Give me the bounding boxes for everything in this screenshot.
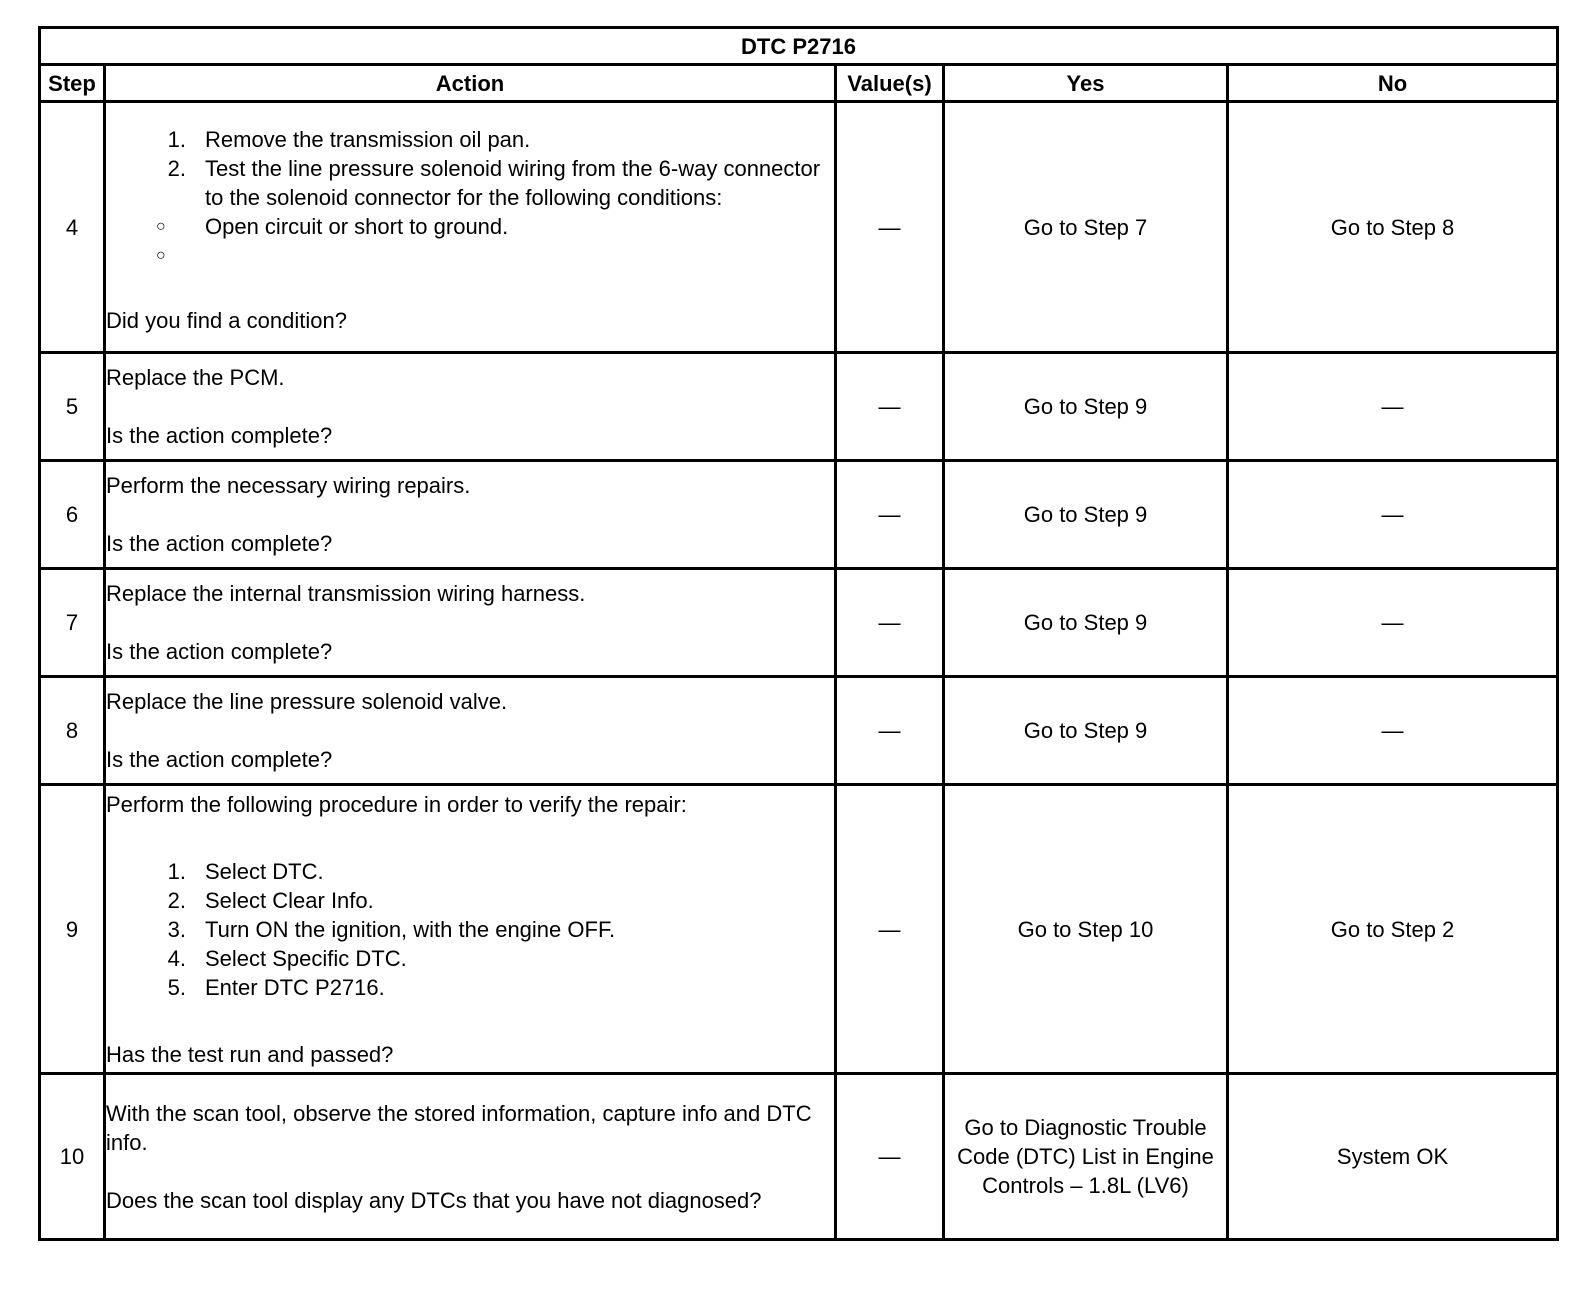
step-number: 10	[40, 1074, 105, 1240]
list-item-text: Turn ON the ignition, with the engine OFF.	[205, 916, 616, 942]
value-cell: —	[836, 677, 944, 785]
header-action: Action	[105, 65, 836, 102]
header-no: No	[1228, 65, 1558, 102]
list-item-text: Select Clear Info.	[205, 887, 374, 913]
list-item	[106, 212, 834, 241]
no-cell: —	[1228, 461, 1558, 569]
no-cell: Go to Step 2	[1228, 785, 1558, 1074]
list-item-text: Open circuit or short to ground.	[205, 214, 509, 239]
header-yes: Yes	[944, 65, 1228, 102]
action-cell	[105, 677, 836, 785]
list-item-text: Remove the transmission oil pan.	[205, 127, 531, 152]
list-item-text: Select DTC.	[205, 858, 324, 884]
yes-cell: Go to Step 10	[944, 785, 1228, 1074]
action-cell	[105, 353, 836, 461]
step-number: 7	[40, 569, 105, 677]
list-item: 5. Enter DTC P2716.	[167, 974, 385, 1000]
no-cell: —	[1228, 569, 1558, 677]
action-cell	[105, 569, 836, 677]
table-row-step-10	[40, 1074, 1558, 1240]
value-cell: —	[836, 461, 944, 569]
table-title: DTC P2716	[40, 28, 1558, 65]
no-cell: Go to Step 8	[1228, 102, 1558, 353]
yes-cell: Go to Step 9	[944, 677, 1228, 785]
value-cell: —	[836, 1074, 944, 1240]
question-text: Does the scan tool display any DTCs that you have not diagnosed?	[106, 1187, 762, 1213]
list-item-text: Select Specific DTC.	[205, 945, 407, 971]
table-row-step-4	[40, 102, 1558, 353]
action-cell	[105, 1074, 836, 1240]
step-number: 4	[40, 102, 105, 353]
step-number: 8	[40, 677, 105, 785]
action-cell	[105, 785, 836, 1074]
list-item: 3. Turn ON the ignition, with the engine OFF.	[167, 916, 616, 942]
condition-list	[106, 212, 834, 270]
list-item: 4. Select Specific DTC.	[167, 945, 407, 971]
action-text: Perform the following procedure in order to verify the repair:	[106, 791, 687, 817]
header-values: Value(s)	[836, 65, 944, 102]
list-item: 2. Select Clear Info.	[167, 887, 374, 913]
no-cell: —	[1228, 353, 1558, 461]
table-row-step-6	[40, 461, 1558, 569]
yes-cell: Go to Step 9	[944, 461, 1228, 569]
dtc-table	[38, 26, 1559, 1241]
value-cell: —	[836, 102, 944, 353]
procedure-list	[106, 857, 834, 1002]
action-cell	[105, 461, 836, 569]
question-text: Did you find a condition?	[106, 308, 347, 333]
list-item-text: Test the line pressure solenoid wiring from the 6-way connector to the solenoid connector for the following conditions:	[205, 156, 821, 210]
question-text: Is the action complete?	[106, 747, 333, 772]
procedure-list	[106, 125, 834, 212]
yes-cell: Go to Diagnostic Trouble Code (DTC) List in Engine Controls – 1.8L (LV6)	[944, 1074, 1228, 1240]
action-cell	[105, 102, 836, 353]
action-text: Perform the necessary wiring repairs.	[106, 473, 471, 498]
table-row-step-7	[40, 569, 1558, 677]
action-text: Replace the internal transmission wiring harness.	[106, 581, 586, 606]
bullet-circle-icon: ○	[156, 218, 166, 235]
question-text: Is the action complete?	[106, 423, 333, 448]
step-number: 5	[40, 353, 105, 461]
value-cell: —	[836, 569, 944, 677]
list-item	[106, 241, 834, 270]
table-row-step-5	[40, 353, 1558, 461]
header-row	[40, 65, 1558, 102]
action-text: With the scan tool, observe the stored information, capture info and DTC info.	[106, 1100, 812, 1155]
table-row-step-8	[40, 677, 1558, 785]
table-row-step-9	[40, 785, 1558, 1074]
step-number: 6	[40, 461, 105, 569]
yes-cell: Go to Step 9	[944, 569, 1228, 677]
yes-cell: Go to Step 9	[944, 353, 1228, 461]
no-cell: —	[1228, 677, 1558, 785]
no-cell: System OK	[1228, 1074, 1558, 1240]
header-step: Step	[40, 65, 105, 102]
question-text: Is the action complete?	[106, 639, 333, 664]
list-item: 1. Remove the transmission oil pan.	[167, 127, 531, 152]
question-text: Has the test run and passed?	[106, 1041, 394, 1067]
step-number: 9	[40, 785, 105, 1074]
action-text: Replace the PCM.	[106, 365, 285, 390]
value-cell: —	[836, 353, 944, 461]
list-item: 2. Test the line pressure solenoid wiring from the 6-way connector to the solenoid connector for the following conditions:	[167, 156, 821, 210]
question-text: Is the action complete?	[106, 531, 333, 556]
list-item: 1. Select DTC.	[167, 858, 324, 884]
bullet-circle-icon: ○	[156, 247, 166, 264]
yes-cell: Go to Step 7	[944, 102, 1228, 353]
value-cell: —	[836, 785, 944, 1074]
action-text: Replace the line pressure solenoid valve.	[106, 689, 508, 714]
list-item-text: Enter DTC P2716.	[205, 974, 385, 1000]
